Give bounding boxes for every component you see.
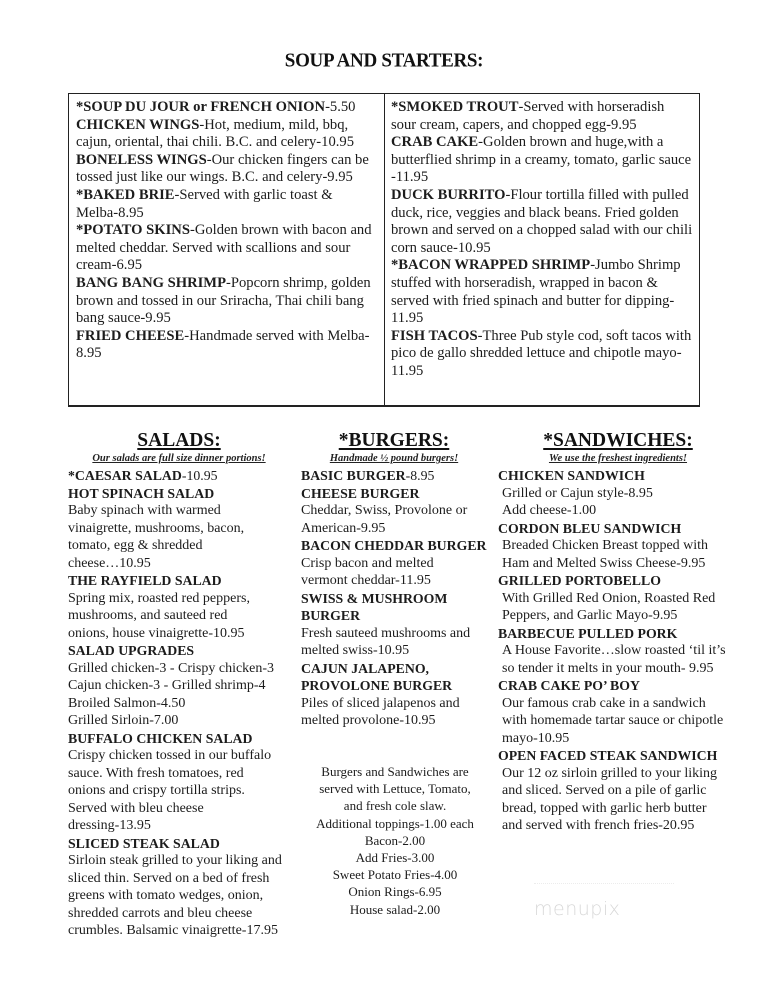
menu-item-name	[68, 485, 290, 503]
item-name: HOT SPINACH SALAD	[68, 485, 215, 501]
menu-item-name	[498, 625, 738, 643]
menu-item-name	[68, 730, 290, 748]
menu-item-description: Sirloin steak grilled to your liking and	[68, 853, 282, 868]
menu-item-description: Cajun chicken-3 - Grilled shrimp-4	[68, 678, 266, 693]
menu-item-name	[301, 467, 487, 485]
menu-item-description: Our famous crab cake in a sandwich	[502, 695, 706, 711]
item-price: -10.95	[181, 468, 218, 483]
menu-item-description: Ham and Melted Swiss Cheese-9.95	[502, 555, 706, 571]
watermark-logo: menupix	[534, 898, 621, 920]
item-name: SLICED STEAK SALAD	[68, 835, 220, 851]
menu-item-description: American-9.95	[301, 520, 386, 536]
menu-item-description: A House Favorite…slow roasted ‘til it’s	[502, 643, 726, 658]
sandwiches-tagline: We use the freshest ingredients!	[548, 453, 688, 464]
starter-name: FISH TACOS	[391, 327, 478, 344]
menu-item-name	[68, 572, 290, 590]
menu-item-description: melted provolone-10.95	[301, 713, 436, 728]
menu-item-description: shredded carrots and bleu cheese	[68, 905, 253, 921]
starter-name: CHICKEN WINGS	[76, 116, 200, 133]
salads-list	[68, 467, 290, 940]
item-name: BACON CHEDDAR BURGER	[301, 538, 487, 553]
item-name: GRILLED PORTOBELLO	[498, 573, 661, 588]
menu-item-name	[498, 520, 738, 538]
menu-item-name	[301, 660, 487, 678]
menu-item-name	[498, 467, 738, 485]
menu-item-description: Spring mix, roasted red peppers,	[68, 590, 250, 606]
starter-desc: -Hot, medium, mild, bbq, cajun, oriental, thai chili. B.C. and celery-10.95	[76, 116, 355, 151]
starter-item	[76, 152, 378, 187]
side-option: House salad-2.00	[349, 901, 441, 917]
sandwiches-heading: *SANDWICHES:	[543, 430, 693, 451]
starter-item	[76, 222, 378, 275]
item-name: OPEN FACED STEAK SANDWICH	[498, 748, 718, 763]
starter-item	[391, 134, 693, 187]
side-option: served with Lettuce, Tomato,	[319, 781, 471, 797]
menu-item-description: Fresh sauteed mushrooms and	[301, 625, 471, 641]
menu-item-description: Add cheese-1.00	[502, 503, 597, 518]
menu-item-name	[498, 572, 738, 590]
item-name: BASIC BURGER	[301, 468, 406, 483]
salads-tagline: Our salads are full size dinner portions!	[92, 453, 266, 464]
menu-item-description: so tender it melts in your mouth- 9.95	[502, 660, 714, 676]
starter-desc: -5.50	[325, 99, 356, 115]
menu-item-description: with homemade tartar sauce or chipotle	[502, 713, 724, 728]
menu-item-description: Peppers, and Garlic Mayo-9.95	[502, 608, 678, 623]
item-name: *CAESAR SALAD	[68, 468, 182, 483]
item-name: BUFFALO CHICKEN SALAD	[68, 730, 253, 746]
menu-item-name	[301, 590, 487, 608]
menu-item-name	[68, 467, 290, 485]
starter-desc: -Flour tortilla filled with pulled duck, rice, veggies and black beans. Fried golden brown and served on a chopped salad with our chili corn sauce-10.95	[391, 186, 693, 256]
side-option: and fresh cole slaw.	[343, 798, 447, 814]
menu-item-name	[498, 747, 738, 765]
item-name: BARBECUE PULLED PORK	[498, 625, 678, 641]
item-name: THE RAYFIELD SALAD	[68, 573, 222, 588]
starter-desc: -Served with garlic toast & Melba-8.95	[76, 186, 333, 221]
item-name: SWISS & MUSHROOM	[301, 590, 448, 606]
item-name: CHICKEN SANDWICH	[498, 468, 645, 483]
menu-item-description: Crisp bacon and melted	[301, 555, 434, 571]
menu-item-description: crumbles. Balsamic vinaigrette-17.95	[68, 923, 278, 938]
starter-item	[76, 99, 378, 117]
sandwiches-section	[498, 430, 738, 835]
starter-name: CRAB CAKE	[391, 134, 479, 151]
item-name: PROVOLONE BURGER	[301, 678, 453, 693]
item-name: BURGER	[301, 608, 361, 623]
salads-section	[68, 430, 290, 940]
menu-item-description: Grilled Sirloin-7.00	[68, 713, 179, 728]
menu-item-description: and served with french fries-20.95	[502, 818, 695, 833]
menu-item-description: melted swiss-10.95	[301, 643, 410, 658]
starters-right-column	[385, 94, 699, 405]
page-title: SOUP AND STARTERS:	[284, 49, 484, 72]
burgers-section	[301, 430, 487, 730]
item-name: CHEESE BURGER	[301, 485, 420, 501]
burgers-tagline: Handmade ½ pound burgers!	[329, 453, 459, 464]
menu-item-description: sauce. With fresh tomatoes, red	[68, 765, 244, 781]
burgers-list	[301, 467, 487, 730]
menu-item-name	[301, 485, 487, 503]
starter-item	[76, 328, 378, 363]
starter-name: *BAKED BRIE	[76, 186, 175, 203]
starter-name: BANG BANG SHRIMP	[76, 274, 226, 291]
side-option: Bacon-2.00	[364, 832, 426, 848]
starter-name: *SOUP DU JOUR or FRENCH ONION	[76, 99, 326, 115]
starters-left-column	[69, 94, 385, 405]
menu-item-description: Baby spinach with warmed	[68, 503, 221, 518]
item-name: CRAB CAKE PO’ BOY	[498, 678, 640, 693]
starter-name: *POTATO SKINS	[76, 222, 190, 239]
menu-item-name	[301, 537, 487, 555]
starter-name: *BACON WRAPPED SHRIMP	[391, 257, 591, 274]
menu-item-description: and sliced. Served on a pile of garlic	[502, 783, 707, 798]
menu-item-description: sliced thin. Served on a bed of fresh	[68, 870, 270, 886]
menu-item-description: Served with bleu cheese	[68, 800, 204, 816]
sandwiches-list	[498, 467, 738, 835]
starters-box	[68, 93, 700, 407]
menu-item-description: With Grilled Red Onion, Roasted Red	[502, 590, 716, 606]
side-option: Add Fries-3.00	[355, 850, 435, 866]
item-name: SALAD UPGRADES	[68, 643, 195, 658]
starter-item	[391, 257, 693, 327]
starter-name: BONELESS WINGS	[76, 151, 207, 168]
menu-item-description: bread, topped with garlic herb butter	[502, 800, 707, 816]
salads-heading: SALADS:	[137, 430, 221, 451]
menu-item-description: tomato, egg & shredded	[68, 538, 203, 553]
starter-item	[391, 328, 693, 381]
item-name: CAJUN JALAPENO,	[301, 660, 430, 676]
menu-item-description: greens with tomato wedges, onion,	[68, 888, 264, 903]
menu-item-description: Crispy chicken tossed in our buffalo	[68, 748, 272, 763]
menu-item-description: Cheddar, Swiss, Provolone or	[301, 503, 468, 518]
menu-item-name	[68, 835, 290, 853]
side-option: Additional toppings-1.00 each	[316, 815, 474, 831]
starter-desc: -Popcorn shrimp, golden brown and tossed in our Sriracha, Thai chili bang bang sauce-9.95	[76, 274, 371, 327]
item-price: -8.95	[405, 468, 435, 483]
starter-item	[76, 117, 378, 152]
starter-name: *SMOKED TROUT	[391, 99, 519, 115]
burgers-heading: *BURGERS:	[338, 430, 450, 451]
starter-desc: -Golden brown and huge,with a butterflied shrimp in a creamy, tomato, garlic sauce -11.95	[391, 134, 692, 186]
starter-item	[76, 275, 378, 328]
menu-item-description: mayo-10.95	[502, 730, 570, 746]
menu-item-description: Breaded Chicken Breast topped with	[502, 538, 709, 553]
side-option: Burgers and Sandwiches are	[321, 764, 469, 779]
starter-desc: -Handmade served with Melba-8.95	[76, 327, 370, 362]
starter-desc: -Three Pub style cod, soft tacos with pico de gallo shredded lettuce and chipotle mayo- 11.95	[391, 327, 692, 379]
starter-name: FRIED CHEESE	[76, 327, 185, 344]
menu-item-description: onions, house vinaigrette-10.95	[68, 625, 245, 641]
menu-item-name	[301, 677, 487, 695]
menu-item-description: vermont cheddar-11.95	[301, 573, 431, 588]
starter-desc: -Our chicken fingers can be tossed just like our wings. B.C. and celery-9.95	[76, 151, 369, 186]
starter-desc: -Served with horseradish sour cream, capers, and chopped egg-9.95	[391, 99, 665, 133]
starter-desc: -Golden brown with bacon and melted cheddar. Served with scallions and sour cream-6.95	[76, 222, 372, 274]
starter-name: DUCK BURRITO	[391, 186, 506, 203]
menu-item-description: Broiled Salmon-4.50	[68, 695, 186, 711]
side-option: Sweet Potato Fries-4.00	[332, 867, 458, 883]
starter-item	[391, 99, 693, 134]
side-option: Onion Rings-6.95	[348, 884, 442, 900]
menu-item-description: vinaigrette, mushrooms, bacon,	[68, 520, 245, 536]
starter-item	[391, 187, 693, 257]
starter-item	[76, 187, 378, 222]
watermark-dots	[534, 883, 674, 888]
menu-item-description: Piles of sliced jalapenos and	[301, 695, 460, 711]
menu-item-description: Our 12 oz sirloin grilled to your liking	[502, 765, 718, 781]
menu-item-description: dressing-13.95	[68, 818, 151, 833]
menu-item-name	[68, 642, 290, 660]
menu-item-description: Grilled chicken-3 - Crispy chicken-3	[68, 660, 275, 676]
menu-item-name	[498, 677, 738, 695]
menu-item-description: Grilled or Cajun style-8.95	[502, 485, 653, 501]
starter-desc: -Jumbo Shrimp stuffed with horseradish, wrapped in bacon & served with fried spinach and butter for dipping-11.95	[391, 257, 681, 327]
menu-item-description: onions and crispy tortilla strips.	[68, 783, 245, 798]
menu-item-description: mushrooms, and sauteed red	[68, 608, 228, 623]
menu-item-description: cheese…10.95	[68, 555, 151, 571]
menu-item-name	[301, 607, 487, 625]
item-name: CORDON BLEU SANDWICH	[498, 520, 682, 536]
sides-and-toppings-note	[290, 763, 500, 918]
